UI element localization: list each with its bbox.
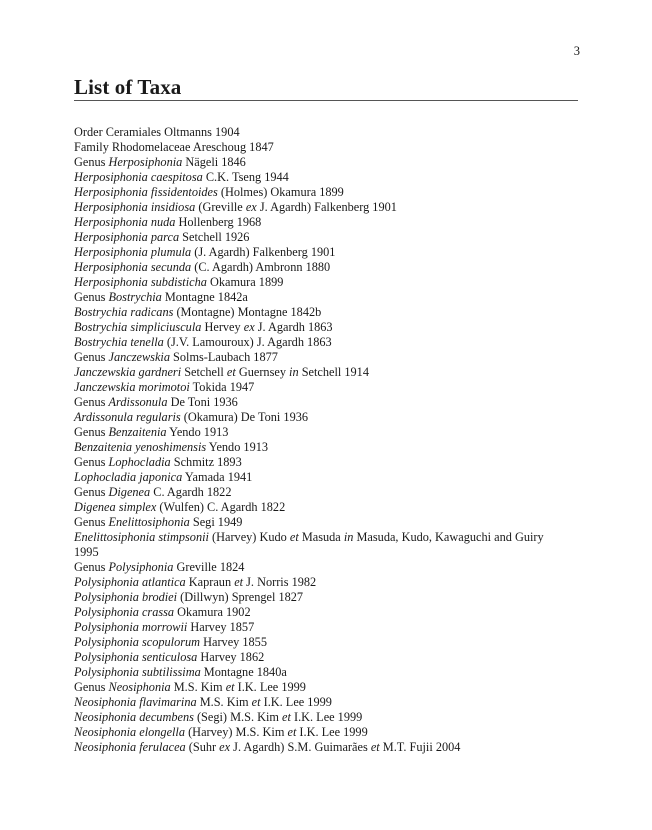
species-entry xyxy=(74,740,544,755)
italic-name-part: et xyxy=(225,680,235,694)
title-rule xyxy=(74,100,578,101)
text-part: Genus xyxy=(74,455,109,469)
text-part: De Toni 1936 xyxy=(167,395,238,409)
species-entry xyxy=(74,335,544,350)
text-part: (Holmes) Okamura 1899 xyxy=(217,185,344,199)
italic-name-part: et xyxy=(282,710,291,724)
italic-name-part: Benzaitenia xyxy=(108,425,167,439)
italic-name-part: Herposiphonia parca xyxy=(74,230,180,244)
italic-name-part: Neosiphonia decumbens xyxy=(74,710,194,724)
italic-name-part: ex xyxy=(219,740,231,754)
text-part: I.K. Lee 1999 xyxy=(290,710,363,724)
italic-name-part: ex xyxy=(245,200,257,214)
text-part: M.T. Fujii 2004 xyxy=(379,740,461,754)
text-part: Genus xyxy=(74,485,109,499)
text-part: (J.V. Lamouroux) J. Agardh 1863 xyxy=(163,335,332,349)
italic-name-part: Neosiphonia ferulacea xyxy=(74,740,186,754)
species-entry xyxy=(74,500,544,515)
italic-name-part: Bostrychia tenella xyxy=(74,335,164,349)
text-part: Genus xyxy=(74,350,109,364)
italic-name-part: Bostrychia radicans xyxy=(74,305,174,319)
italic-name-part: Polysiphonia brodiei xyxy=(74,590,178,604)
text-part: (J. Agardh) Falkenberg 1901 xyxy=(191,245,336,259)
italic-name-part: et xyxy=(234,575,244,589)
genus-entry xyxy=(74,155,544,170)
italic-name-part: et xyxy=(251,695,261,709)
text-part: I.K. Lee 1999 xyxy=(260,695,332,709)
species-entry xyxy=(74,605,544,620)
italic-name-part: Lophocladia xyxy=(108,455,171,469)
text-part: Okamura 1899 xyxy=(206,275,284,289)
text-part: (Harvey) M.S. Kim xyxy=(185,725,288,739)
text-part: J. Agardh) S.M. Guimarães xyxy=(230,740,371,754)
text-part: (Wulfen) C. Agardh 1822 xyxy=(156,500,286,514)
text-part: Genus xyxy=(74,395,109,409)
text-part: Solms-Laubach 1877 xyxy=(169,350,278,364)
species-entry xyxy=(74,200,544,215)
italic-name-part: Neosiphonia elongella xyxy=(74,725,186,739)
species-entry xyxy=(74,620,544,635)
text-part: Setchell 1926 xyxy=(179,230,250,244)
text-part: (Montagne) Montagne 1842b xyxy=(173,305,322,319)
genus-entry xyxy=(74,515,544,530)
italic-name-part: Polysiphonia subtilissima xyxy=(74,665,201,679)
text-part: Segi 1949 xyxy=(189,515,243,529)
text-part: Genus xyxy=(74,155,109,169)
italic-name-part: Neosiphonia flavimarina xyxy=(74,695,197,709)
text-part: Tokida 1947 xyxy=(189,380,255,394)
text-part: (Dillwyn) Sprengel 1827 xyxy=(177,590,304,604)
italic-name-part: et xyxy=(226,365,236,379)
text-part: Genus xyxy=(74,515,109,529)
italic-name-part: Digenea xyxy=(108,485,151,499)
italic-name-part: Herposiphonia caespitosa xyxy=(74,170,203,184)
genus-entry xyxy=(74,290,544,305)
genus-entry xyxy=(74,350,544,365)
text-part: Okamura 1902 xyxy=(174,605,251,619)
italic-name-part: Bostrychia xyxy=(108,290,162,304)
italic-name-part: Herposiphonia nuda xyxy=(74,215,176,229)
italic-name-part: Digenea simplex xyxy=(74,500,157,514)
text-part: Yendo 1913 xyxy=(206,440,269,454)
text-part: C.K. Tseng 1944 xyxy=(202,170,289,184)
text-part: Genus xyxy=(74,560,109,574)
text-part: C. Agardh 1822 xyxy=(150,485,232,499)
species-entry xyxy=(74,215,544,230)
text-part: J. Norris 1982 xyxy=(243,575,317,589)
species-entry xyxy=(74,380,544,395)
species-entry xyxy=(74,725,544,740)
italic-name-part: Herposiphonia subdisticha xyxy=(74,275,207,289)
italic-name-part: Herposiphonia fissidentoides xyxy=(74,185,218,199)
order-entry xyxy=(74,125,544,140)
text-part: Setchell xyxy=(181,365,227,379)
text-part: Harvey 1855 xyxy=(200,635,267,649)
italic-name-part: Polysiphonia xyxy=(108,560,174,574)
italic-name-part: Herposiphonia xyxy=(108,155,183,169)
text-part: Guernsey xyxy=(235,365,290,379)
text-part: M.S. Kim xyxy=(196,695,252,709)
species-entry xyxy=(74,650,544,665)
italic-name-part: et xyxy=(370,740,380,754)
italic-name-part: in xyxy=(289,365,299,379)
italic-name-part: Ardissonula xyxy=(108,395,168,409)
species-entry xyxy=(74,245,544,260)
text-part: J. Agardh 1863 xyxy=(254,320,333,334)
species-entry xyxy=(74,695,544,710)
text-part: Hervey xyxy=(201,320,244,334)
species-entry xyxy=(74,185,544,200)
text-part: Genus xyxy=(74,425,109,439)
species-entry xyxy=(74,470,544,485)
genus-entry xyxy=(74,425,544,440)
family-entry xyxy=(74,140,544,155)
text-part: Yendo 1913 xyxy=(166,425,229,439)
species-entry xyxy=(74,320,544,335)
text-part: Masuda, Kudo, Kawaguchi and Guiry 1995 xyxy=(74,530,544,559)
species-entry xyxy=(74,590,544,605)
genus-entry xyxy=(74,455,544,470)
species-entry xyxy=(74,575,544,590)
italic-name-part: et xyxy=(287,725,297,739)
text-part: Greville 1824 xyxy=(173,560,245,574)
italic-name-part: Janczewskia xyxy=(108,350,170,364)
italic-name-part: Lophocladia japonica xyxy=(74,470,183,484)
italic-name-part: Neosiphonia xyxy=(108,680,171,694)
species-entry xyxy=(74,665,544,680)
genus-entry xyxy=(74,395,544,410)
page-number: 3 xyxy=(573,44,580,58)
italic-name-part: Janczewskia gardneri xyxy=(74,365,182,379)
italic-name-part: ex xyxy=(243,320,255,334)
text-part: Yamada 1941 xyxy=(182,470,253,484)
page-title: List of Taxa xyxy=(74,75,182,99)
italic-name-part: Polysiphonia scopulorum xyxy=(74,635,201,649)
species-entry xyxy=(74,530,544,560)
italic-name-part: Polysiphonia senticulosa xyxy=(74,650,198,664)
text-part: Setchell 1914 xyxy=(298,365,369,379)
text-part: (Greville xyxy=(195,200,246,214)
italic-name-part: in xyxy=(343,530,354,544)
italic-name-part: et xyxy=(289,530,299,544)
species-entry xyxy=(74,635,544,650)
text-part: Order Ceramiales Oltmanns 1904 xyxy=(74,125,240,139)
text-part: Family Rhodomelaceae Areschoug 1847 xyxy=(74,140,274,154)
genus-entry xyxy=(74,680,544,695)
italic-name-part: Benzaitenia yenoshimensis xyxy=(74,440,207,454)
taxa-list xyxy=(74,125,544,755)
italic-name-part: Ardissonula regularis xyxy=(74,410,181,424)
italic-name-part: Enelittosiphonia xyxy=(108,515,190,529)
species-entry xyxy=(74,710,544,725)
species-entry xyxy=(74,410,544,425)
italic-name-part: Janczewskia morimotoi xyxy=(74,380,190,394)
text-part: (Segi) M.S. Kim xyxy=(193,710,283,724)
text-part: (Harvey) Kudo xyxy=(208,530,290,544)
italic-name-part: Enelittosiphonia stimpsonii xyxy=(74,530,209,544)
italic-name-part: Polysiphonia crassa xyxy=(74,605,175,619)
italic-name-part: Bostrychia simpliciuscula xyxy=(74,320,202,334)
text-part: Montagne 1842a xyxy=(161,290,248,304)
italic-name-part: Polysiphonia morrowii xyxy=(74,620,188,634)
text-part: Harvey 1862 xyxy=(197,650,265,664)
species-entry xyxy=(74,440,544,455)
species-entry xyxy=(74,260,544,275)
text-part: M.S. Kim xyxy=(170,680,226,694)
text-part: Kapraun xyxy=(185,575,235,589)
text-part: Masuda xyxy=(298,530,344,544)
text-part: J. Agardh) Falkenberg 1901 xyxy=(256,200,397,214)
text-part: Nägeli 1846 xyxy=(182,155,246,169)
genus-entry xyxy=(74,560,544,575)
italic-name-part: Herposiphonia secunda xyxy=(74,260,192,274)
italic-name-part: Herposiphonia plumula xyxy=(74,245,192,259)
italic-name-part: Polysiphonia atlantica xyxy=(74,575,186,589)
text-part: (C. Agardh) Ambronn 1880 xyxy=(191,260,331,274)
text-part: Hollenberg 1968 xyxy=(175,215,262,229)
species-entry xyxy=(74,170,544,185)
text-part: (Okamura) De Toni 1936 xyxy=(180,410,309,424)
text-part: I.K. Lee 1999 xyxy=(234,680,306,694)
text-part: I.K. Lee 1999 xyxy=(296,725,368,739)
species-entry xyxy=(74,305,544,320)
species-entry xyxy=(74,365,544,380)
text-part: Genus xyxy=(74,680,109,694)
text-part: Genus xyxy=(74,290,109,304)
text-part: (Suhr xyxy=(185,740,220,754)
species-entry xyxy=(74,275,544,290)
text-part: Schmitz 1893 xyxy=(170,455,242,469)
text-part: Harvey 1857 xyxy=(187,620,255,634)
text-part: Montagne 1840a xyxy=(200,665,287,679)
species-entry xyxy=(74,230,544,245)
italic-name-part: Herposiphonia insidiosa xyxy=(74,200,196,214)
genus-entry xyxy=(74,485,544,500)
